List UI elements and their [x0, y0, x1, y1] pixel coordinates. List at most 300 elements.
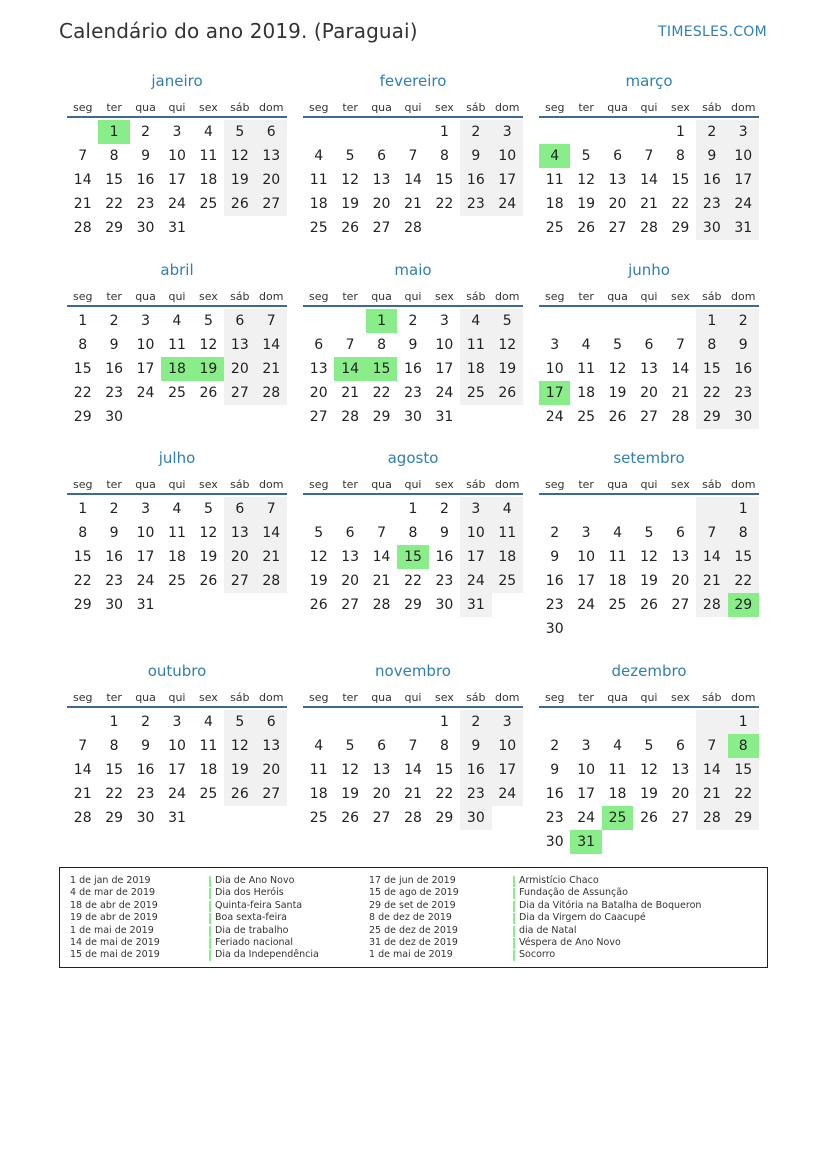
weekday-header — [303, 98, 523, 118]
weekday-label: ter — [106, 691, 122, 704]
day-cell: 11 — [608, 549, 627, 565]
day-cell: 20 — [224, 545, 255, 569]
day-cell: 24 — [577, 597, 596, 613]
day-cell: 3 — [492, 710, 523, 734]
day-cell: 19 — [640, 786, 658, 802]
day-cell: 24 — [545, 409, 564, 425]
empty-day-cell — [633, 710, 664, 734]
weekday-label: dom — [731, 691, 756, 704]
day-cell: 10 — [728, 144, 759, 168]
day-cell: 10 — [460, 521, 491, 545]
weekday-label: dom — [731, 290, 756, 303]
day-cell: 12 — [640, 549, 658, 565]
empty-day-cell — [539, 710, 570, 734]
empty-day-cell — [224, 593, 255, 617]
legend-entry: 29 de set de 2019 — [369, 899, 456, 911]
day-cell: 20 — [671, 786, 690, 802]
day-cell: 21 — [671, 385, 690, 401]
day-cell: 14 — [256, 333, 287, 357]
day-cell: 8 — [78, 525, 88, 541]
weekday-label: dom — [731, 478, 756, 491]
empty-day-cell — [665, 309, 696, 333]
day-cell: 20 — [341, 573, 360, 589]
empty-day-cell — [492, 806, 523, 830]
day-cell: 3 — [492, 120, 523, 144]
day-cell: 24 — [435, 385, 454, 401]
day-cell: 14 — [696, 545, 727, 569]
legend-entry: Feriado nacional — [209, 937, 319, 949]
weekday-label: sáb — [466, 290, 486, 303]
day-cell: 17 — [136, 361, 155, 377]
holiday-legend — [59, 867, 768, 968]
day-cell: 30 — [460, 806, 491, 830]
empty-day-cell — [492, 405, 523, 429]
empty-day-cell — [492, 593, 523, 617]
weekday-label: seg — [544, 478, 565, 491]
day-grid — [303, 497, 523, 617]
day-cell: 6 — [314, 337, 324, 353]
weekday-label: dom — [259, 101, 284, 114]
weekday-label: qua — [607, 691, 628, 704]
weekday-header — [67, 688, 287, 708]
legend-entry: 14 de mai de 2019 — [70, 936, 160, 948]
day-cell: 22 — [728, 782, 759, 806]
day-cell: 6 — [256, 710, 287, 734]
legend-entry: 1 de mai de 2019 — [369, 949, 453, 961]
day-cell: 26 — [224, 192, 255, 216]
day-cell: 26 — [492, 381, 523, 405]
holiday-day-cell: 31 — [570, 830, 601, 854]
day-cell: 10 — [577, 762, 596, 778]
weekday-label: qua — [371, 101, 392, 114]
weekday-label: qui — [168, 290, 186, 303]
legend-entry: 1 de mai de 2019 — [70, 924, 154, 936]
legend-entry: 1 de jan de 2019 — [70, 875, 151, 886]
weekday-label: sex — [198, 478, 218, 491]
weekday-label: sex — [198, 290, 218, 303]
weekday-label: sáb — [466, 691, 486, 704]
day-cell: 5 — [203, 501, 213, 517]
day-cell: 9 — [550, 762, 560, 778]
day-cell: 17 — [577, 786, 596, 802]
day-cell: 16 — [696, 168, 727, 192]
empty-day-cell — [256, 216, 287, 240]
empty-day-cell — [602, 710, 633, 734]
day-cell: 11 — [492, 521, 523, 545]
weekday-label: dom — [259, 290, 284, 303]
day-cell: 24 — [136, 385, 155, 401]
weekday-label: sex — [670, 290, 690, 303]
day-cell: 11 — [168, 337, 186, 353]
day-cell: 2 — [141, 714, 151, 730]
day-cell: 20 — [256, 168, 287, 192]
day-cell: 28 — [696, 593, 727, 617]
day-cell: 16 — [105, 549, 124, 565]
month-name: junho — [628, 261, 670, 279]
day-cell: 30 — [545, 621, 564, 637]
day-cell: 21 — [696, 782, 727, 806]
weekday-label: dom — [495, 290, 520, 303]
holiday-day-cell: 15 — [397, 545, 428, 569]
empty-day-cell — [570, 120, 601, 144]
day-cell: 26 — [309, 597, 328, 613]
day-cell: 9 — [550, 549, 560, 565]
empty-day-cell — [334, 309, 365, 333]
day-cell: 14 — [640, 172, 658, 188]
empty-day-cell — [696, 497, 727, 521]
day-cell: 21 — [73, 196, 92, 212]
day-cell: 15 — [728, 545, 759, 569]
weekday-label: qua — [371, 290, 392, 303]
day-cell: 21 — [404, 786, 422, 802]
empty-day-cell — [256, 593, 287, 617]
day-cell: 28 — [404, 810, 422, 826]
day-cell: 30 — [404, 409, 422, 425]
day-cell: 19 — [224, 168, 255, 192]
day-cell: 5 — [345, 738, 355, 754]
empty-day-cell — [633, 830, 664, 854]
legend-entry: 15 de mai de 2019 — [70, 949, 160, 961]
legend-entry: dia de Natal — [513, 925, 701, 937]
day-cell: 6 — [224, 497, 255, 521]
empty-day-cell — [303, 120, 334, 144]
day-cell: 22 — [105, 196, 124, 212]
legend-entry: Dia da Independência — [209, 949, 319, 961]
month-name: novembro — [375, 662, 451, 680]
day-cell: 7 — [78, 148, 88, 164]
weekday-label: dom — [259, 691, 284, 704]
day-cell: 10 — [136, 337, 155, 353]
weekday-label: sáb — [702, 290, 722, 303]
day-cell: 15 — [73, 549, 92, 565]
month-abril — [67, 253, 287, 429]
day-cell: 13 — [309, 361, 328, 377]
day-cell: 1 — [439, 124, 449, 140]
legend-entry: 19 de abr de 2019 — [70, 912, 158, 924]
day-cell: 27 — [671, 810, 690, 826]
weekday-label: qua — [135, 478, 156, 491]
day-cell: 12 — [199, 525, 218, 541]
weekday-label: dom — [495, 691, 520, 704]
day-cell: 3 — [581, 738, 591, 754]
day-cell: 23 — [136, 196, 155, 212]
day-cell: 4 — [613, 738, 623, 754]
empty-day-cell — [303, 309, 334, 333]
legend-entry: Fundação de Assunção — [513, 887, 701, 899]
legend-entry: Boa sexta-feira — [209, 912, 319, 924]
day-cell: 28 — [256, 381, 287, 405]
day-cell: 4 — [203, 124, 213, 140]
day-cell: 8 — [439, 738, 449, 754]
day-cell: 22 — [105, 786, 124, 802]
day-cell: 1 — [408, 501, 418, 517]
day-cell: 12 — [224, 144, 255, 168]
day-cell: 6 — [675, 738, 685, 754]
month-julho — [67, 441, 287, 617]
month-janeiro — [67, 64, 287, 240]
day-cell: 18 — [309, 786, 328, 802]
day-cell: 21 — [256, 357, 287, 381]
month-setembro — [539, 441, 759, 641]
day-cell: 2 — [550, 525, 560, 541]
weekday-label: seg — [72, 101, 93, 114]
day-cell: 13 — [671, 549, 690, 565]
day-cell: 10 — [492, 734, 523, 758]
day-cell: 23 — [696, 192, 727, 216]
day-cell: 7 — [256, 497, 287, 521]
empty-day-cell — [602, 497, 633, 521]
day-cell: 27 — [372, 810, 391, 826]
day-cell: 13 — [256, 144, 287, 168]
day-cell: 27 — [372, 220, 391, 236]
day-cell: 13 — [224, 333, 255, 357]
weekday-label: qui — [404, 691, 422, 704]
day-grid — [303, 120, 523, 240]
empty-day-cell — [665, 617, 696, 641]
legend-names-col-2 — [513, 875, 701, 962]
day-cell: 5 — [203, 313, 213, 329]
day-cell: 23 — [545, 810, 564, 826]
day-grid — [539, 309, 759, 429]
holiday-day-cell: 14 — [334, 357, 365, 381]
day-cell: 6 — [256, 120, 287, 144]
legend-entry: Dia dos Heróis — [209, 887, 319, 899]
day-cell: 30 — [545, 834, 564, 850]
weekday-label: seg — [544, 101, 565, 114]
day-cell: 3 — [141, 313, 151, 329]
day-cell: 27 — [256, 782, 287, 806]
empty-day-cell — [193, 806, 224, 830]
empty-day-cell — [193, 216, 224, 240]
day-cell: 6 — [377, 738, 387, 754]
day-cell: 31 — [168, 220, 186, 236]
day-cell: 22 — [73, 385, 92, 401]
day-cell: 12 — [224, 734, 255, 758]
day-cell: 30 — [105, 597, 124, 613]
holiday-day-cell: 19 — [193, 357, 224, 381]
day-cell: 28 — [404, 220, 422, 236]
empty-day-cell — [303, 710, 334, 734]
day-cell: 3 — [439, 313, 449, 329]
empty-day-cell — [334, 497, 365, 521]
day-cell: 25 — [168, 385, 186, 401]
day-cell: 18 — [460, 357, 491, 381]
weekday-label: ter — [578, 478, 594, 491]
weekday-label: qui — [404, 478, 422, 491]
weekday-label: qua — [135, 101, 156, 114]
day-cell: 19 — [224, 758, 255, 782]
empty-day-cell — [696, 830, 727, 854]
page-title: Calendário do ano 2019. (Paraguai) — [59, 19, 418, 43]
legend-entry: Armistício Chaco — [513, 875, 701, 887]
day-cell: 24 — [728, 192, 759, 216]
day-cell: 21 — [696, 569, 727, 593]
day-cell: 29 — [696, 405, 727, 429]
day-cell: 21 — [256, 545, 287, 569]
day-cell: 15 — [105, 172, 124, 188]
day-cell: 28 — [73, 220, 92, 236]
legend-entry: Quinta-feira Santa — [209, 900, 319, 912]
day-cell: 19 — [640, 573, 658, 589]
weekday-label: ter — [106, 101, 122, 114]
day-cell: 20 — [309, 385, 328, 401]
day-cell: 25 — [199, 786, 218, 802]
weekday-label: sex — [434, 691, 454, 704]
day-cell: 11 — [199, 148, 218, 164]
day-cell: 4 — [613, 525, 623, 541]
day-cell: 9 — [460, 144, 491, 168]
day-cell: 2 — [728, 309, 759, 333]
day-cell: 10 — [136, 525, 155, 541]
empty-day-cell — [696, 710, 727, 734]
day-cell: 25 — [577, 409, 596, 425]
holiday-day-cell: 8 — [728, 734, 759, 758]
day-cell: 11 — [460, 333, 491, 357]
day-cell: 28 — [73, 810, 92, 826]
day-cell: 4 — [172, 501, 182, 517]
weekday-label: sex — [434, 101, 454, 114]
weekday-label: sex — [198, 691, 218, 704]
day-cell: 31 — [136, 597, 155, 613]
day-cell: 19 — [577, 196, 596, 212]
holiday-day-cell: 25 — [602, 806, 633, 830]
day-cell: 22 — [671, 196, 690, 212]
day-cell: 11 — [545, 172, 564, 188]
day-cell: 15 — [435, 762, 454, 778]
legend-entry: 25 de dez de 2019 — [369, 924, 458, 936]
day-cell: 1 — [696, 309, 727, 333]
day-cell: 7 — [377, 525, 387, 541]
day-cell: 7 — [256, 309, 287, 333]
day-cell: 2 — [141, 124, 151, 140]
weekday-label: sex — [434, 478, 454, 491]
day-cell: 18 — [199, 762, 218, 778]
day-cell: 18 — [608, 786, 627, 802]
day-cell: 2 — [460, 120, 491, 144]
day-cell: 5 — [314, 525, 324, 541]
month-name: julho — [158, 449, 196, 467]
day-cell: 17 — [460, 545, 491, 569]
day-cell: 7 — [696, 521, 727, 545]
weekday-label: seg — [544, 290, 565, 303]
empty-day-cell — [366, 120, 397, 144]
empty-day-cell — [633, 309, 664, 333]
empty-day-cell — [256, 405, 287, 429]
weekday-label: sáb — [702, 101, 722, 114]
empty-day-cell — [460, 216, 491, 240]
day-cell: 7 — [345, 337, 355, 353]
day-cell: 29 — [435, 810, 454, 826]
day-cell: 28 — [696, 806, 727, 830]
month-março — [539, 64, 759, 240]
day-cell: 29 — [105, 220, 124, 236]
day-cell: 3 — [172, 714, 182, 730]
day-cell: 9 — [696, 144, 727, 168]
day-cell: 15 — [728, 758, 759, 782]
day-cell: 23 — [105, 573, 124, 589]
empty-day-cell — [602, 830, 633, 854]
day-cell: 26 — [341, 810, 360, 826]
weekday-label: qua — [607, 478, 628, 491]
day-cell: 22 — [435, 786, 454, 802]
day-cell: 29 — [728, 806, 759, 830]
day-cell: 25 — [309, 810, 328, 826]
day-cell: 28 — [372, 597, 391, 613]
day-cell: 23 — [460, 192, 491, 216]
day-cell: 12 — [640, 762, 658, 778]
day-cell: 29 — [671, 220, 690, 236]
day-cell: 1 — [78, 313, 88, 329]
day-cell: 20 — [671, 573, 690, 589]
empty-day-cell — [334, 120, 365, 144]
day-cell: 1 — [728, 710, 759, 734]
empty-day-cell — [397, 120, 428, 144]
day-cell: 17 — [435, 361, 454, 377]
day-cell: 13 — [640, 361, 658, 377]
day-cell: 24 — [168, 786, 186, 802]
day-cell: 26 — [608, 409, 627, 425]
day-cell: 24 — [577, 810, 596, 826]
day-cell: 27 — [224, 569, 255, 593]
day-cell: 12 — [199, 337, 218, 353]
empty-day-cell — [397, 710, 428, 734]
weekday-label: seg — [72, 691, 93, 704]
weekday-label: dom — [259, 478, 284, 491]
weekday-label: ter — [578, 101, 594, 114]
day-cell: 18 — [608, 573, 627, 589]
legend-entry: Dia de trabalho — [209, 925, 319, 937]
empty-day-cell — [570, 497, 601, 521]
weekday-label: ter — [106, 478, 122, 491]
day-cell: 7 — [78, 738, 88, 754]
day-cell: 12 — [341, 762, 360, 778]
weekday-label: qua — [135, 691, 156, 704]
day-cell: 23 — [728, 381, 759, 405]
day-cell: 13 — [341, 549, 360, 565]
weekday-label: sáb — [466, 478, 486, 491]
weekday-label: qui — [640, 691, 658, 704]
empty-day-cell — [602, 617, 633, 641]
day-cell: 16 — [545, 573, 564, 589]
day-cell: 15 — [73, 361, 92, 377]
brand-link[interactable]: TIMESLES.COM — [658, 24, 767, 40]
day-cell: 9 — [141, 148, 151, 164]
day-cell: 1 — [78, 501, 88, 517]
empty-day-cell — [492, 216, 523, 240]
holiday-day-cell: 4 — [539, 144, 570, 168]
day-cell: 24 — [492, 782, 523, 806]
day-cell: 27 — [224, 381, 255, 405]
weekday-label: seg — [308, 691, 329, 704]
month-novembro — [303, 654, 523, 830]
day-cell: 19 — [341, 786, 360, 802]
day-cell: 19 — [199, 549, 218, 565]
day-cell: 11 — [608, 762, 627, 778]
day-cell: 4 — [314, 148, 324, 164]
day-grid — [303, 309, 523, 429]
day-cell: 6 — [224, 309, 255, 333]
day-cell: 7 — [675, 337, 685, 353]
day-cell: 12 — [309, 549, 328, 565]
weekday-label: dom — [495, 101, 520, 114]
day-cell: 24 — [168, 196, 186, 212]
day-grid — [539, 497, 759, 641]
weekday-header — [67, 475, 287, 495]
day-cell: 4 — [314, 738, 324, 754]
day-cell: 1 — [109, 714, 119, 730]
day-cell: 24 — [460, 569, 491, 593]
empty-day-cell — [193, 593, 224, 617]
